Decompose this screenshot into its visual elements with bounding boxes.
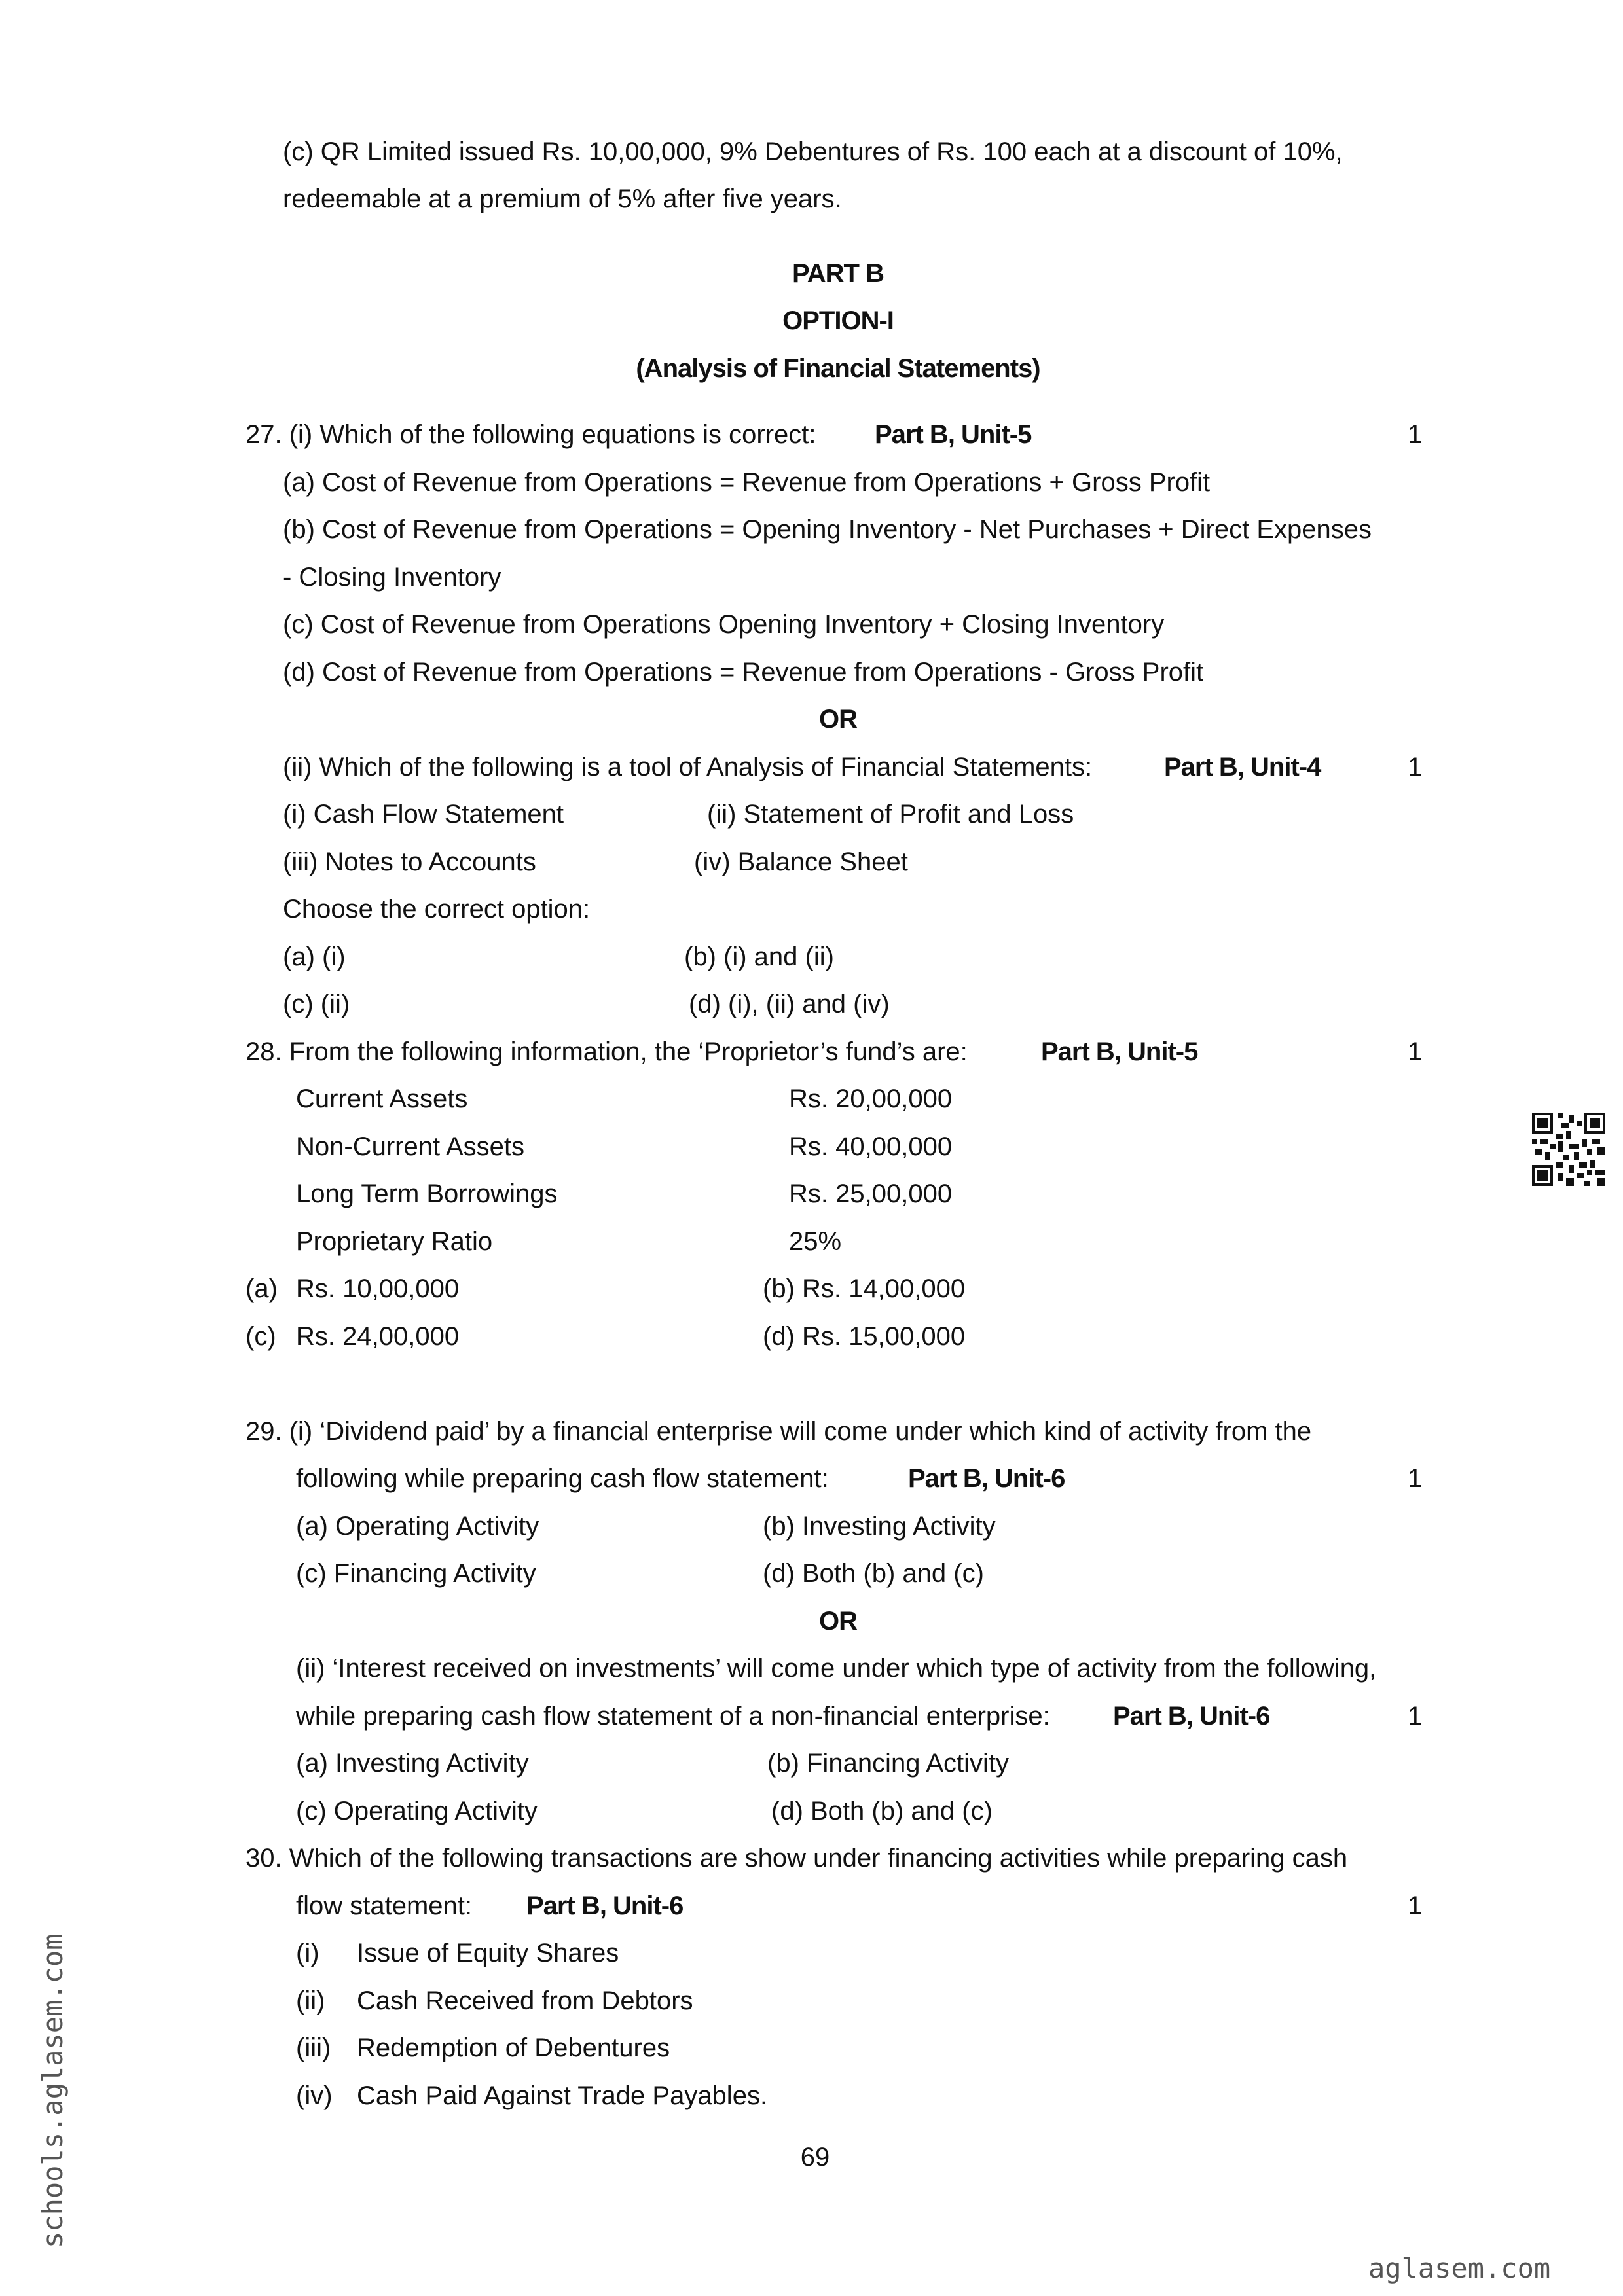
q28-option-d: (d) Rs. 15,00,000 (763, 1322, 966, 1351)
page-number: 69 (800, 2143, 830, 2172)
qr-code-icon[interactable] (1532, 1113, 1605, 1186)
q30-item-number: (ii) (296, 1986, 325, 2015)
q29-ii-option-b: (b) Financing Activity (767, 1749, 1010, 1778)
q28-row-label: Current Assets (296, 1085, 468, 1113)
q30-item-text: Issue of Equity Shares (357, 1939, 619, 1967)
q29-i-question-line2: following while preparing cash flow statement: (296, 1464, 829, 1493)
q27-option-c: (c) Cost of Revenue from Operations Opening Inventory + Closing Inventory (283, 610, 1165, 639)
q27-ii-option-d: (d) (i), (ii) and (iv) (689, 990, 890, 1018)
q27-ii-option-b: (b) (i) and (ii) (684, 942, 834, 971)
q28-option-b: (b) Rs. 14,00,000 (763, 1274, 966, 1303)
q28-option-c-label: (c) (246, 1322, 276, 1351)
q26c-line1: (c) QR Limited issued Rs. 10,00,000, 9% Debentures of Rs. 100 each at a discount of 10%, (283, 137, 1343, 166)
q28-row-value: Rs. 40,00,000 (789, 1132, 953, 1161)
q27-option-b-line1: (b) Cost of Revenue from Operations = Opening Inventory - Net Purchases + Direct Expenses (283, 515, 1372, 544)
q30-marks: 1 (1408, 1892, 1423, 1920)
q27-item-iv: (iv) Balance Sheet (694, 848, 908, 876)
q28-question: 28. From the following information, the ‘Proprietor’s fund’s are: (246, 1037, 968, 1066)
q30-item-text: Cash Received from Debtors (357, 1986, 693, 2015)
q28-row-value: Rs. 20,00,000 (789, 1085, 953, 1113)
q28-row-value: Rs. 25,00,000 (789, 1179, 953, 1208)
q29-ii-reference: Part B, Unit-6 (1113, 1702, 1270, 1731)
q27-i-marks: 1 (1408, 420, 1423, 449)
q29-i-question-line1: 29. (i) ‘Dividend paid’ by a financial enterprise will come under which kind of activity from the (246, 1417, 1312, 1446)
q28-row-label: Long Term Borrowings (296, 1179, 558, 1208)
q27-i-reference: Part B, Unit-5 (875, 420, 1032, 449)
part-title: PART B (792, 259, 884, 288)
q28-marks: 1 (1408, 1037, 1423, 1066)
q29-option-c: (c) Financing Activity (296, 1559, 536, 1588)
q27-choose-prompt: Choose the correct option: (283, 895, 591, 924)
q30-item-text: Cash Paid Against Trade Payables. (357, 2081, 768, 2110)
q30-question-line2: flow statement: (296, 1892, 473, 1920)
q30-item-number: (i) (296, 1939, 319, 1967)
section-subtitle: (Analysis of Financial Statements) (636, 354, 1040, 383)
q27-item-iii: (iii) Notes to Accounts (283, 848, 536, 876)
option-title: OPTION-I (782, 306, 894, 335)
q28-row-value: 25% (789, 1227, 842, 1256)
q27-item-i: (i) Cash Flow Statement (283, 800, 564, 829)
q29-ii-marks: 1 (1408, 1702, 1423, 1731)
q27-ii-option-c: (c) (ii) (283, 990, 350, 1018)
q29-ii-question-line2: while preparing cash flow statement of a non-financial enterprise: (296, 1702, 1050, 1731)
q27-or: OR (819, 705, 857, 734)
q27-option-d: (d) Cost of Revenue from Operations = Revenue from Operations - Gross Profit (283, 658, 1204, 687)
q27-option-a: (a) Cost of Revenue from Operations = Revenue from Operations + Gross Profit (283, 468, 1211, 497)
q28-option-a-label: (a) (246, 1274, 278, 1303)
q28-option-a: Rs. 10,00,000 (296, 1274, 460, 1303)
q30-question-line1: 30. Which of the following transactions are show under financing activities while preparing cash (246, 1844, 1348, 1873)
q27-ii-marks: 1 (1408, 753, 1423, 781)
watermark-side: schools.aglasem.com (37, 1933, 69, 2248)
q27-ii-question: (ii) Which of the following is a tool of Analysis of Financial Statements: (283, 753, 1093, 781)
q28-row-label: Non-Current Assets (296, 1132, 525, 1161)
q29-option-a: (a) Operating Activity (296, 1512, 539, 1541)
q27-i-question: 27. (i) Which of the following equations is correct: (246, 420, 816, 449)
q29-i-marks: 1 (1408, 1464, 1423, 1493)
q28-row-label: Proprietary Ratio (296, 1227, 493, 1256)
q28-option-c: Rs. 24,00,000 (296, 1322, 460, 1351)
q27-item-ii: (ii) Statement of Profit and Loss (707, 800, 1074, 829)
q30-item-number: (iii) (296, 2034, 331, 2062)
q27-option-b-line2: - Closing Inventory (283, 563, 501, 592)
q27-ii-option-a: (a) (i) (283, 942, 346, 971)
q29-ii-option-d: (d) Both (b) and (c) (771, 1797, 993, 1825)
q30-item-number: (iv) (296, 2081, 333, 2110)
q29-option-b: (b) Investing Activity (763, 1512, 996, 1541)
q29-ii-option-c: (c) Operating Activity (296, 1797, 538, 1825)
q30-item-text: Redemption of Debentures (357, 2034, 670, 2062)
q30-reference: Part B, Unit-6 (526, 1892, 684, 1920)
q29-option-d: (d) Both (b) and (c) (763, 1559, 984, 1588)
q29-ii-option-a: (a) Investing Activity (296, 1749, 529, 1778)
q29-or: OR (819, 1607, 857, 1636)
q29-ii-question-line1: (ii) ‘Interest received on investments’ will come under which type of activity from the following, (296, 1654, 1377, 1683)
q27-ii-reference: Part B, Unit-4 (1164, 753, 1321, 781)
q28-reference: Part B, Unit-5 (1041, 1037, 1198, 1066)
q26c-line2: redeemable at a premium of 5% after five years. (283, 185, 842, 213)
watermark-footer: aglasem.com (1368, 2252, 1551, 2284)
q29-i-reference: Part B, Unit-6 (908, 1464, 1065, 1493)
